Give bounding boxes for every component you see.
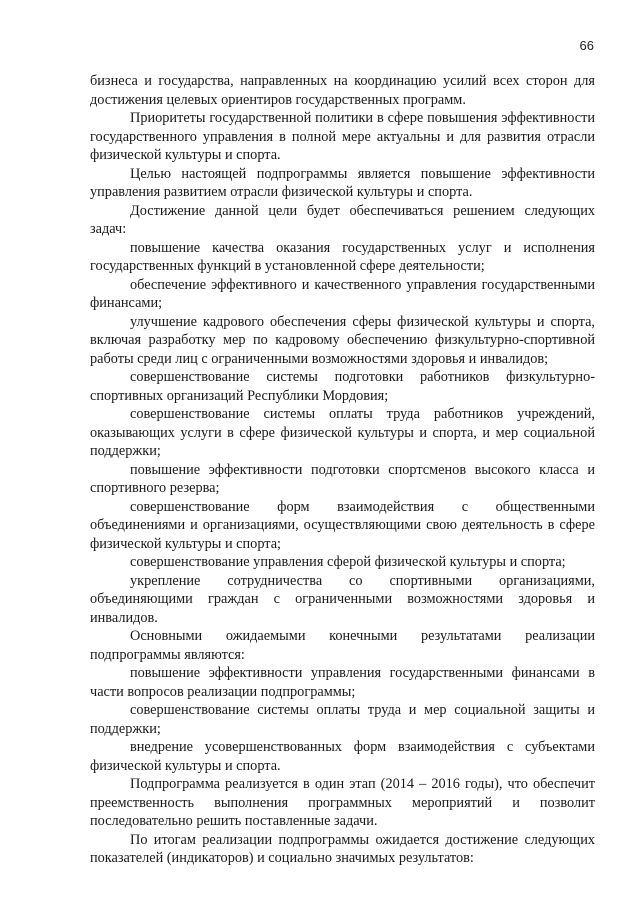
task-list-item: повышение качества оказания государственных услуг и исполнения государственных функций в установленной сфере деятельности; xyxy=(90,239,595,274)
task-list-item: укрепление сотрудничества со спортивными организациями, объединяющими граждан с ограниченными возможностями здоровья и инвалидов. xyxy=(90,572,595,626)
task-list-item: обеспечение эффективного и качественного управления государственными финансами; xyxy=(90,276,595,311)
task-list-item: совершенствование системы оплаты труда работников учреждений, оказывающих услуги в сфере физической культуры и спорта, и мер социальной поддержки; xyxy=(90,406,595,459)
task-list-item: совершенствование управления сферой физической культуры и спорта; xyxy=(130,554,566,570)
result-list-item: повышение эффективности управления государственными финансами в части вопросов реализации подпрограммы; xyxy=(90,665,595,700)
document-body xyxy=(90,72,595,868)
task-list-item: улучшение кадрового обеспечения сферы физической культуры и спорта, включая разработку мер по кадровому обеспечению физкультурно-спортивной работы среди лиц с ограниченными возможностями здоровья и инвалидов; xyxy=(90,313,595,367)
paragraph: Достижение данной цели будет обеспечиваться решением следующих задач: xyxy=(90,202,595,237)
paragraph: Приоритеты государственной политики в сфере повышения эффективности государственного управления в полной мере актуальны и для развития отрасли физической культуры и спорта. xyxy=(90,110,595,163)
result-list-item: совершенствование системы оплаты труда и мер социальной защиты и поддержки; xyxy=(90,702,595,737)
paragraph: Основными ожидаемыми конечными результатами реализации подпрограммы являются: xyxy=(90,628,595,663)
task-list-item: повышение эффективности подготовки спортсменов высокого класса и спортивного резерва; xyxy=(90,461,595,496)
paragraph: По итогам реализации подпрограммы ожидается достижение следующих показателей (индикаторов) и социально значимых результатов: xyxy=(90,831,595,866)
paragraph: Целью настоящей подпрограммы является повышение эффективности управления развитием отрасли физической культуры и спорта. xyxy=(90,165,595,200)
task-list-item: совершенствование системы подготовки работников физкультурно-спортивных организаций Республики Мордовия; xyxy=(90,369,595,404)
result-list-item: внедрение усовершенствованных форм взаимодействия с субъектами физической культуры и спорта. xyxy=(90,739,595,774)
paragraph: Подпрограмма реализуется в один этап (2014 – 2016 годы), что обеспечит преемственность выполнения программных мероприятий и позволит последовательно решить поставленные задачи. xyxy=(90,776,595,829)
page-number: 66 xyxy=(579,38,594,53)
paragraph: бизнеса и государства, направленных на координацию усилий всех сторон для достижения целевых ориентиров государственных программ. xyxy=(90,73,595,108)
task-list-item: совершенствование форм взаимодействия с общественными объединениями и организациями, осуществляющими свою деятельность в сфере физической культуры и спорта; xyxy=(90,498,595,552)
